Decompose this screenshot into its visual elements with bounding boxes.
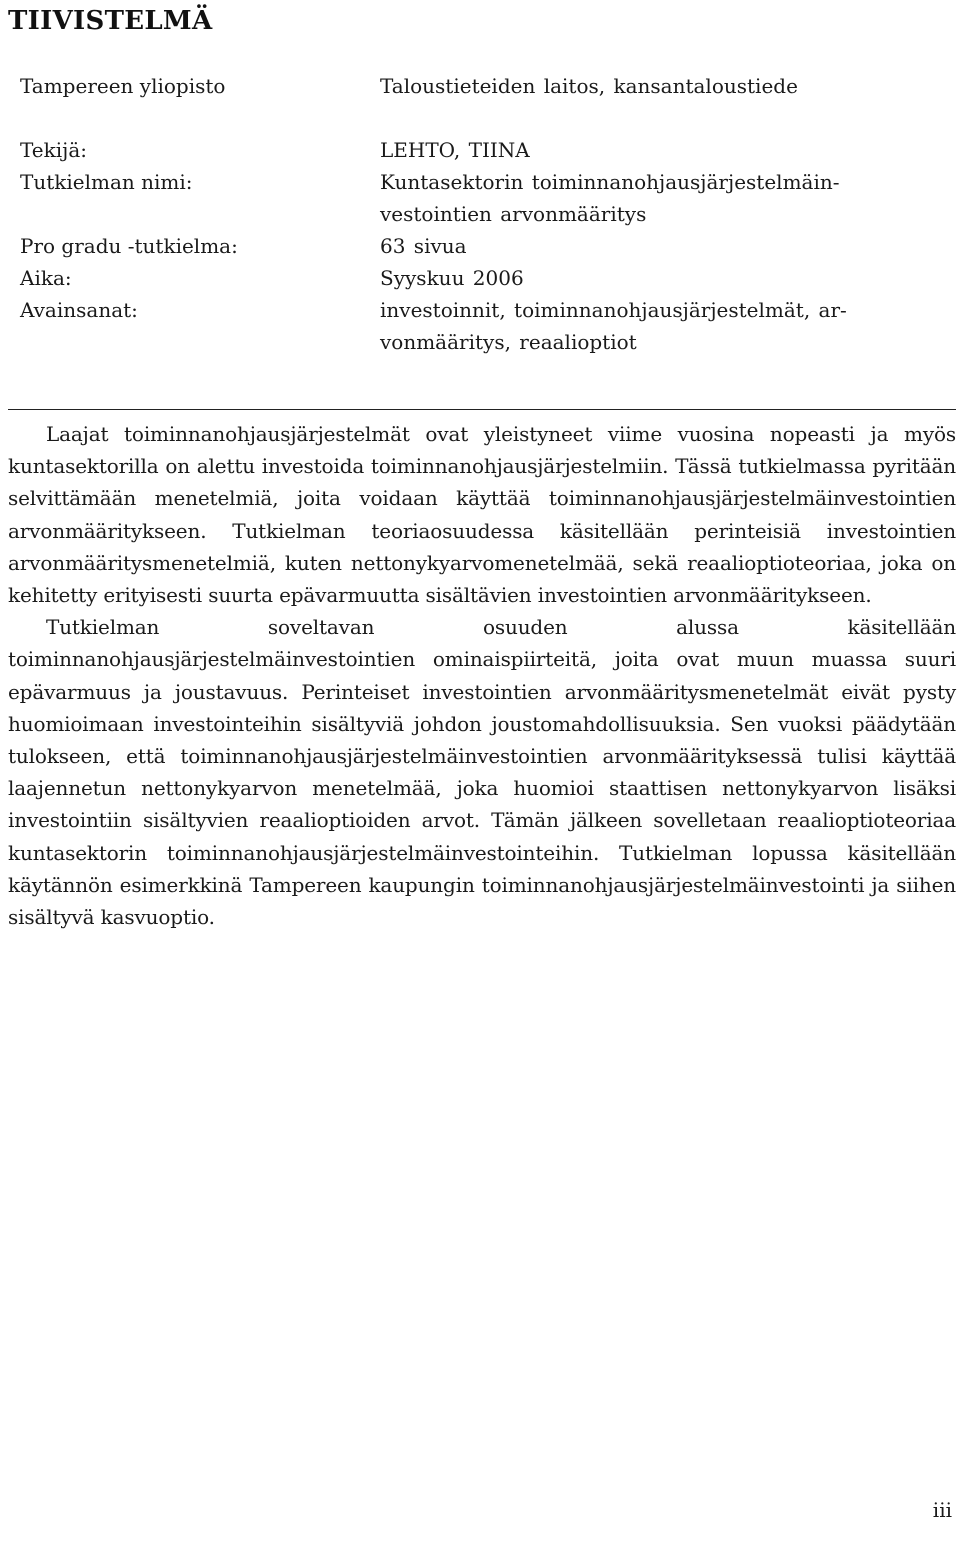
meta-label: Tekijä:	[20, 138, 88, 162]
abstract-paragraph: Tutkielman soveltavan osuuden alussa käsitellään toiminnanohjausjärjestelmäinvestointien ominaispiirteitä, joita ovat muun muassa suuri epävarmuus ja joustavuus. Perinteiset investointien arvonmääritysmenetelmät eivät pysty huomioimaan investointeihin sisältyviä johdon joustomahdollisuuksia. Sen vuoksi päädytään tulokseen, että toiminnanohjausjärjestelmäinvestointien arvonmäärityksessä tulisi käyttää laajennetun nettonykyarvon menetelmää, joka huomioi staattisen nettonykyarvon lisäksi investointiin sisältyvien reaalioptioiden arvot. Tämän jälkeen sovelletaan reaalioptioteoriaa kuntasektorin toiminnanohjausjärjestelmäinvestointeihin. Tutkielman lopussa käsitellään käytännön esimerkkinä Tampereen kaupungin toiminnanohjausjärjestelmäinvestointi ja siihen sisältyvä kasvuoptio.	[8, 615, 956, 930]
thesis-metadata	[20, 134, 920, 358]
meta-row-author	[20, 134, 920, 166]
abstract-body	[8, 418, 956, 933]
meta-value-line: vonmääritys, reaalioptiot	[380, 330, 637, 354]
meta-value-line: 63 sivua	[380, 234, 467, 258]
meta-row-keywords	[20, 294, 920, 358]
institution-row	[20, 70, 920, 102]
page-number: iii	[932, 1498, 952, 1522]
meta-label: Pro gradu -tutkielma:	[20, 234, 238, 258]
page-heading: TIIVISTELMÄ	[8, 6, 213, 36]
meta-value-line: Syyskuu 2006	[380, 266, 524, 290]
meta-row-pages	[20, 230, 920, 262]
meta-value	[380, 294, 900, 358]
meta-value-line: vestointien arvonmääritys	[380, 202, 647, 226]
meta-value-line: LEHTO, TIINA	[380, 138, 530, 162]
meta-value	[380, 166, 900, 230]
meta-value	[380, 262, 900, 294]
meta-value	[380, 230, 900, 262]
meta-row-title	[20, 166, 920, 230]
abstract-paragraph: Laajat toiminnanohjausjärjestelmät ovat yleistyneet viime vuosina nopeasti ja myös kuntasektorilla on alettu investoida toiminnanohjausjärjestelmiin. Tässä tutkielmassa pyritään selvittämään menetelmiä, joita voidaan käyttää toiminnanohjausjärjestelmäinvestointien arvonmääritykseen. Tutkielman teoriaosuudessa käsitellään perinteisiä investointien arvonmääritysmenetelmiä, kuten nettonykyarvomenetelmää, sekä reaalioptioteoriaa, joka on kehitetty erityisesti suurta epävarmuutta sisältävien investointien arvonmääritykseen.	[8, 422, 956, 608]
meta-label: Aika:	[20, 266, 72, 290]
section-divider	[8, 409, 956, 410]
meta-value-line: investoinnit, toiminnanohjausjärjestelmät, ar-	[380, 298, 847, 322]
meta-label: Avainsanat:	[20, 298, 138, 322]
meta-value	[380, 134, 900, 166]
university-name: Tampereen yliopisto	[20, 74, 226, 98]
meta-value-line: Kuntasektorin toiminnanohjausjärjestelmäin-	[380, 170, 840, 194]
meta-row-date	[20, 262, 920, 294]
meta-label: Tutkielman nimi:	[20, 170, 193, 194]
department-name: Taloustieteiden laitos, kansantaloustiede	[380, 74, 798, 98]
